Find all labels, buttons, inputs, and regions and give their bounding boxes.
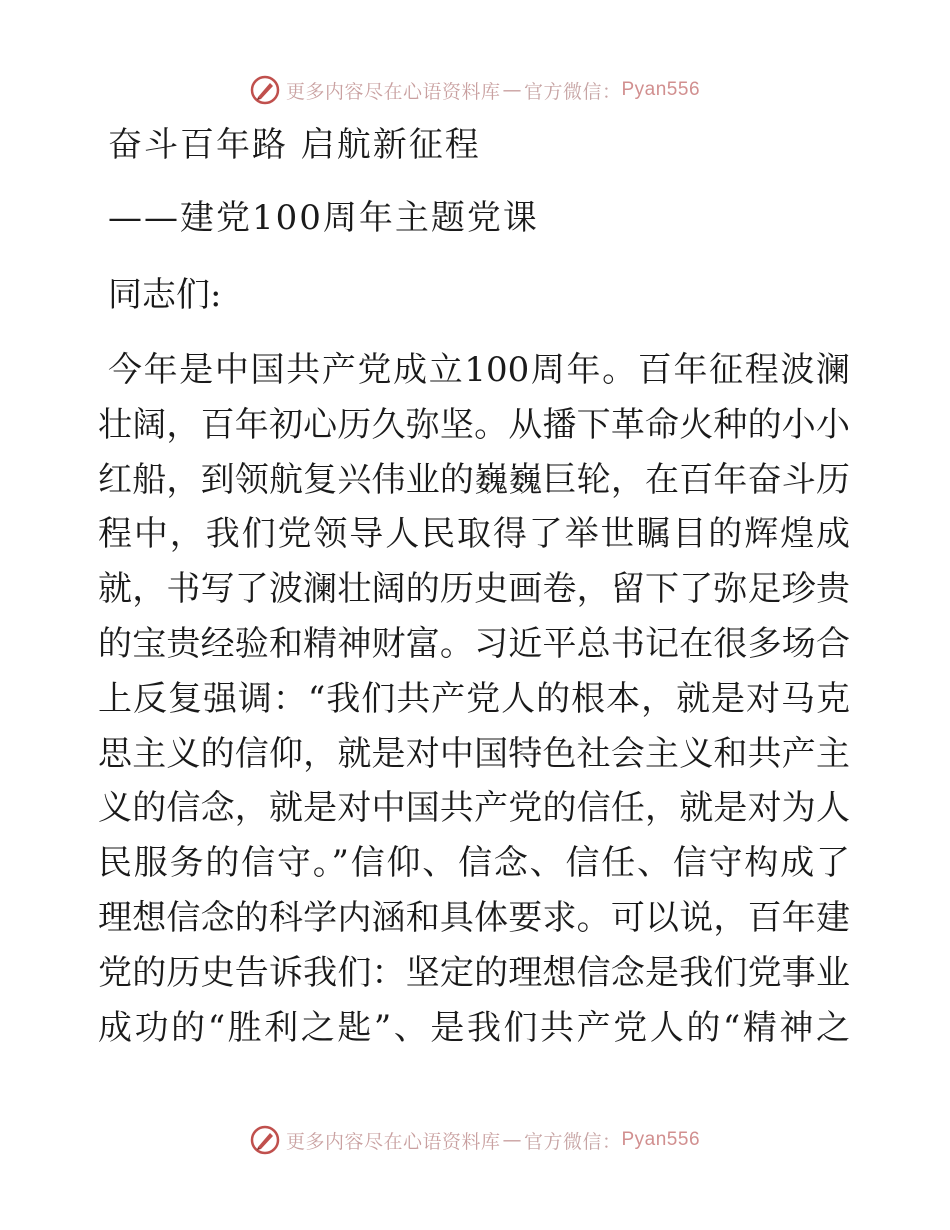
watermark-id: Pyan556 bbox=[621, 79, 701, 100]
watermark-label: 官方微信： bbox=[523, 80, 622, 103]
body-line: 红船，到领航复兴伟业的巍巍巨轮，在百年奋斗历 bbox=[98, 459, 850, 500]
body-line: 的宝贵经验和精神财富。习近平总书记在很多场合 bbox=[98, 623, 850, 664]
header-watermark bbox=[0, 70, 950, 110]
pen-logo-icon bbox=[250, 75, 280, 105]
body-line: 上反复强调：“我们共产党人的根本，就是对马克 bbox=[98, 678, 850, 719]
watermark-id: Pyan556 bbox=[621, 1129, 701, 1150]
body-line: 成功的“胜利之匙”、是我们共产党人的“精神之 bbox=[98, 1007, 850, 1048]
body-line: 今年是中国共产党成立100周年。百年征程波澜 bbox=[108, 350, 850, 390]
body-line: 程中，我们党领导人民取得了举世瞩目的辉煌成 bbox=[98, 514, 850, 555]
body-line: 理想信念的科学内涵和具体要求。可以说，百年建 bbox=[98, 897, 850, 938]
body-line: 民服务的信守。”信仰、信念、信任、信守构成了 bbox=[98, 843, 850, 884]
body-line: 壮阔，百年初心历久弥坚。从播下革命火种的小小 bbox=[98, 404, 850, 445]
body-line: 思主义的信仰，就是对中国特色社会主义和共产主 bbox=[98, 733, 850, 774]
watermark-text: 更多内容尽在心语资料库 bbox=[285, 80, 501, 103]
footer-watermark bbox=[0, 1120, 950, 1160]
watermark-dash: — bbox=[502, 79, 522, 101]
document-body bbox=[98, 343, 850, 1055]
body-line: 义的信念，就是对中国共产党的信任，就是对为人 bbox=[98, 788, 850, 829]
watermark-text: 更多内容尽在心语资料库 bbox=[285, 1130, 501, 1153]
body-line: 就，书写了波澜壮阔的历史画卷，留下了弥足珍贵 bbox=[98, 569, 850, 610]
pen-logo-icon bbox=[250, 1125, 280, 1155]
document-title: 奋斗百年路 启航新征程 bbox=[108, 125, 481, 165]
document-greeting: 同志们: bbox=[108, 275, 222, 315]
body-line: 党的历史告诉我们：坚定的理想信念是我们党事业 bbox=[98, 952, 850, 993]
watermark-label: 官方微信： bbox=[523, 1130, 622, 1153]
document-subtitle: ——建党100周年主题党课 bbox=[108, 198, 539, 238]
watermark-dash: — bbox=[502, 1129, 522, 1151]
